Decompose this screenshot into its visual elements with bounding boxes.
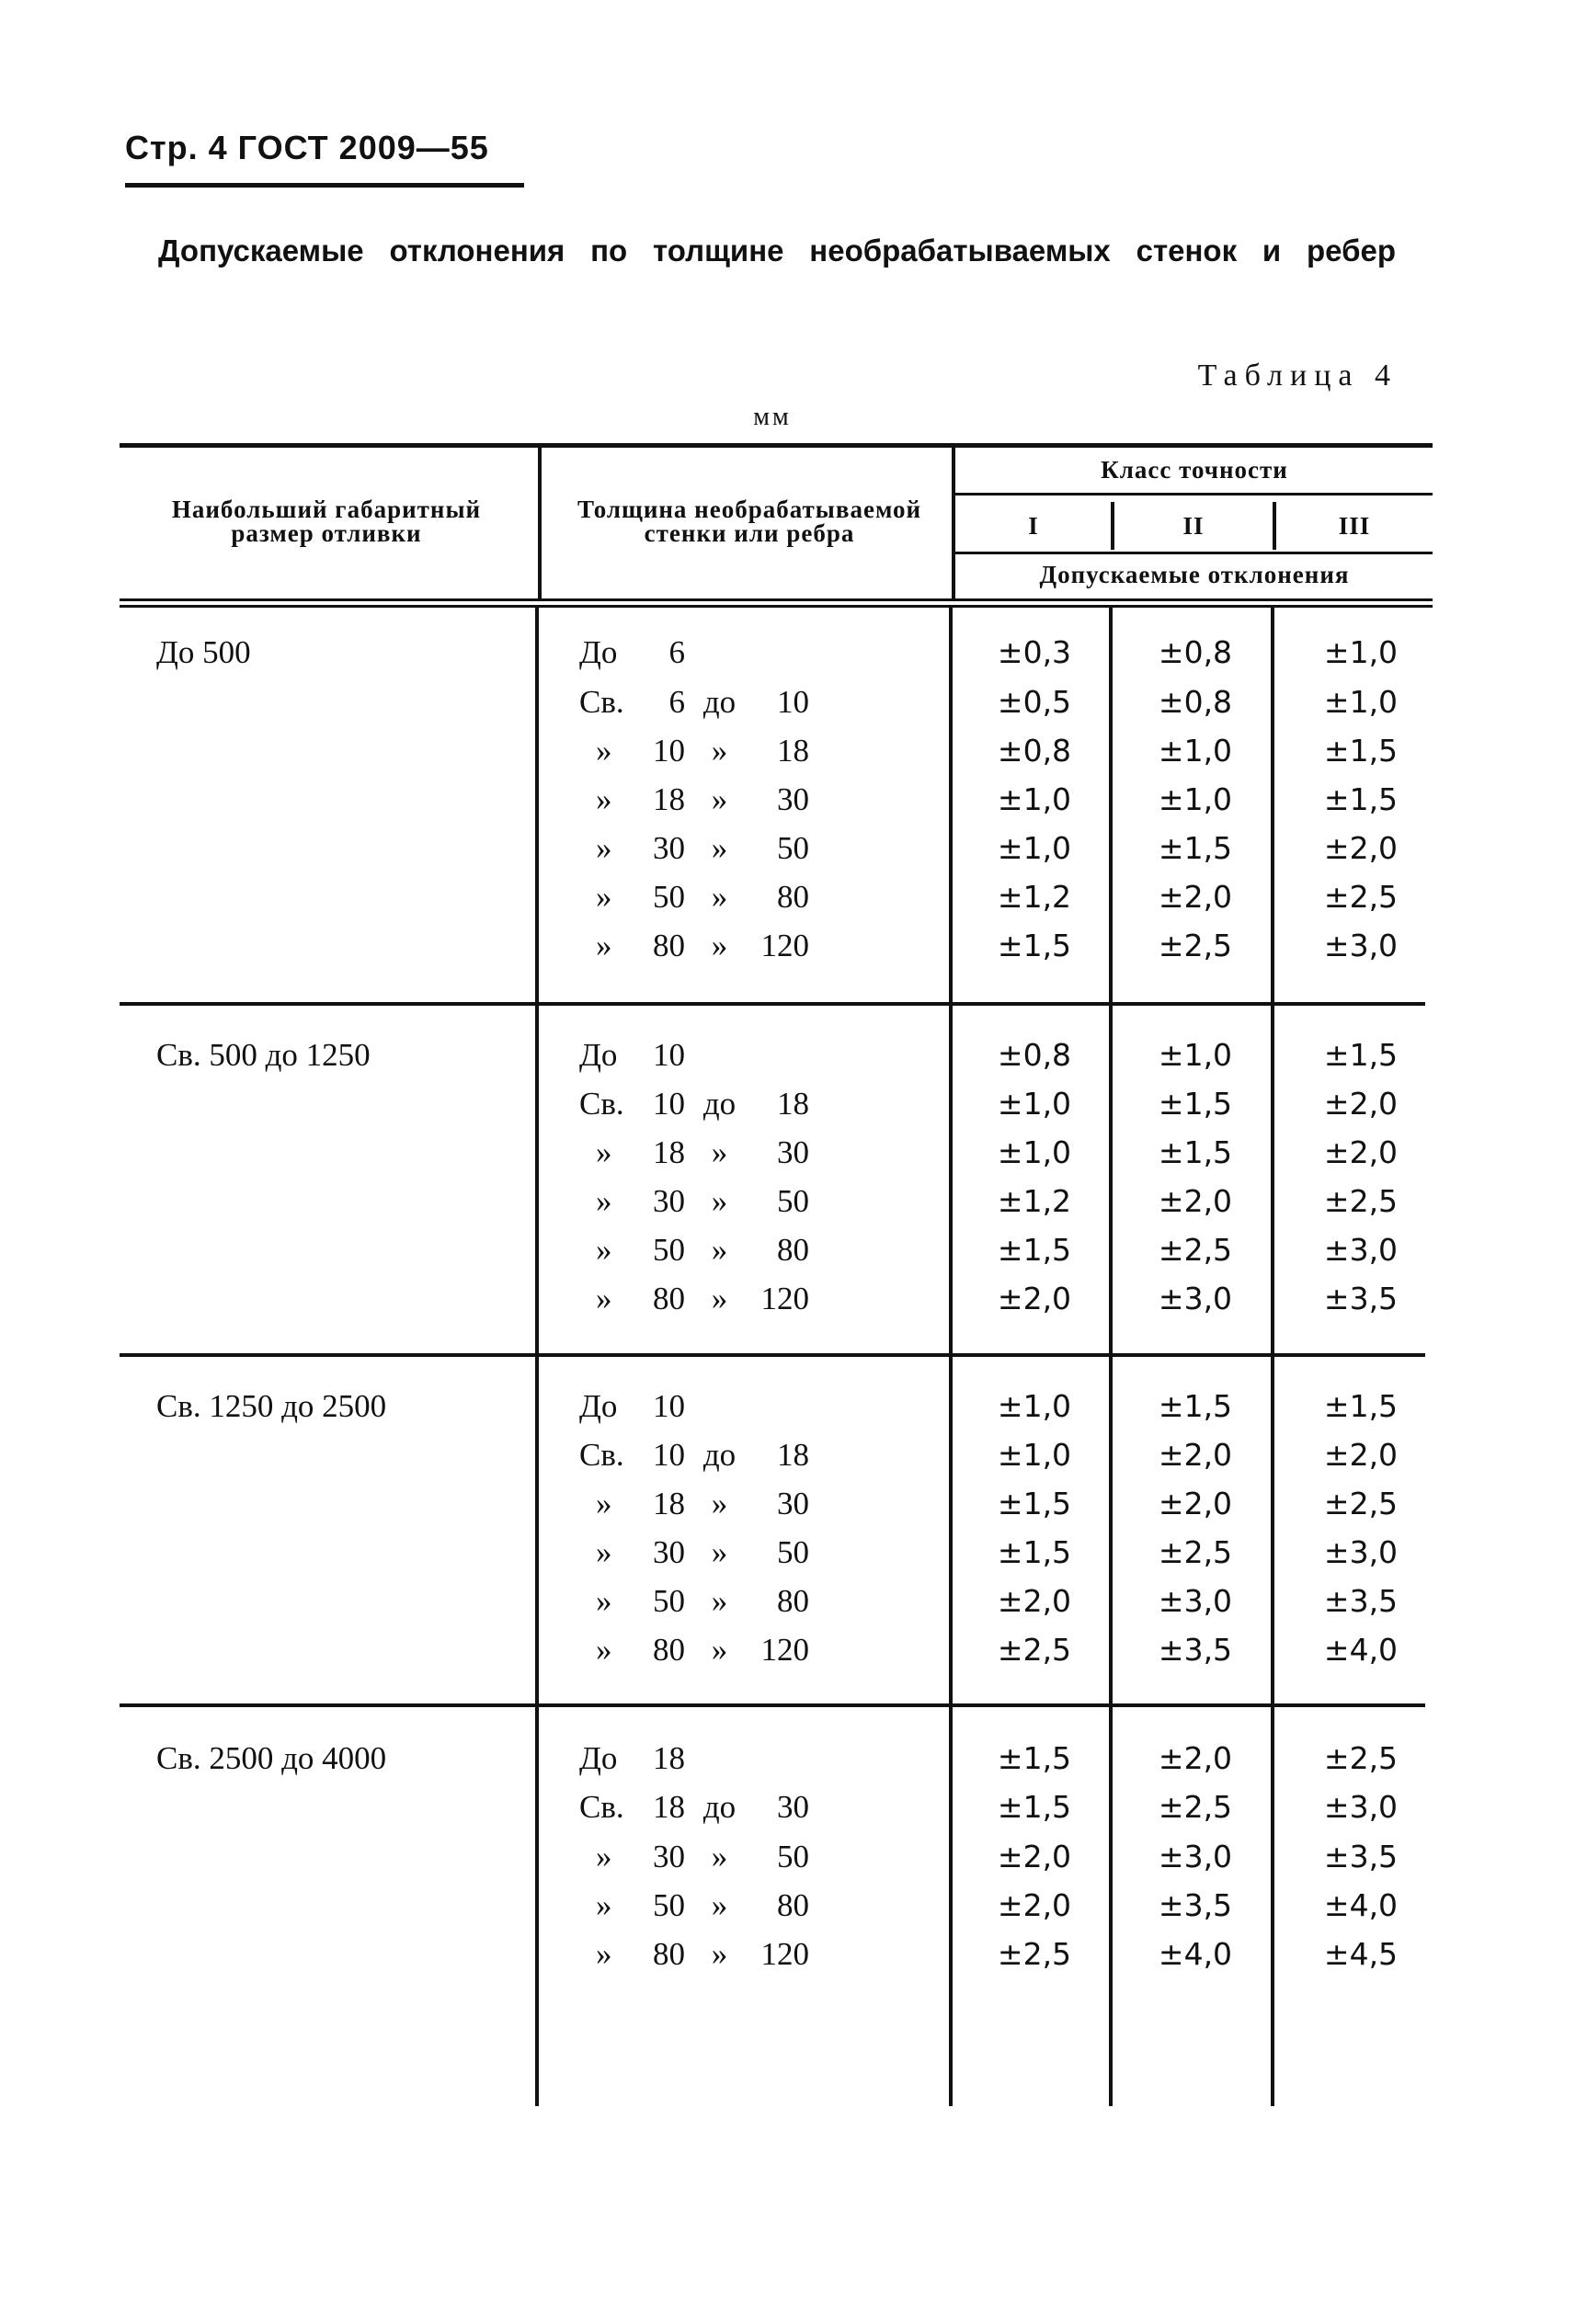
table-row: » 50 » 80 (596, 1887, 809, 1923)
table-row: » 80 » 120 (596, 1936, 809, 1972)
group-size: До 500 (156, 634, 251, 670)
dev-class-iii: ±2,0 (1323, 1134, 1399, 1170)
header-thickness: Толщина необрабатываемой стенки или ребра (577, 496, 922, 547)
dev-class-ii: ±1,0 (1158, 781, 1233, 817)
dev-class-iii: ±3,0 (1323, 1534, 1399, 1570)
dev-class-iii: ±3,5 (1323, 1583, 1399, 1619)
table-row: » 30 » 50 (596, 1534, 809, 1570)
table-row: » 30 » 50 (596, 1183, 809, 1219)
table-row: » 18 » 30 (596, 1134, 809, 1170)
table-top-rule (120, 443, 1433, 448)
table-label: Таблица 4 (1197, 359, 1398, 393)
table-row: » 30 » 50 (596, 830, 809, 866)
group-separator-2 (120, 1353, 1425, 1357)
dev-class-i: ±1,5 (997, 1740, 1072, 1776)
dev-class-iii: ±2,5 (1323, 1183, 1399, 1219)
dev-class-ii: ±2,5 (1158, 928, 1233, 963)
unit-label: мм (753, 403, 792, 431)
dev-class-ii: ±0,8 (1158, 684, 1233, 720)
dev-class-ii: ±2,0 (1158, 1486, 1233, 1521)
header-col-divider-2 (952, 448, 955, 598)
dev-class-i: ±2,5 (997, 1632, 1072, 1668)
dev-class-i: ±0,3 (997, 634, 1072, 670)
table-row: Св. 10 до 18 (579, 1086, 809, 1122)
header-class-iii: III (1338, 512, 1371, 540)
dev-class-i: ±1,5 (997, 1232, 1072, 1268)
dev-class-i: ±1,0 (997, 1437, 1072, 1473)
dev-class-ii: ±1,5 (1158, 1388, 1233, 1424)
table-row: » 18 » 30 (596, 781, 809, 817)
dev-class-i: ±1,5 (997, 1486, 1072, 1521)
header-col-divider-1 (538, 448, 542, 598)
dev-class-iii: ±2,5 (1323, 1486, 1399, 1521)
table-row: » 80 » 120 (596, 1632, 809, 1668)
table-row: » 18 » 30 (596, 1486, 809, 1521)
dev-class-ii: ±2,0 (1158, 879, 1233, 915)
dev-class-ii: ±1,0 (1158, 1037, 1233, 1073)
dev-class-i: ±0,5 (997, 684, 1072, 720)
dev-class-iii: ±1,5 (1323, 733, 1399, 769)
dev-class-ii: ±2,5 (1158, 1789, 1233, 1825)
dev-class-i: ±1,2 (997, 879, 1072, 915)
dev-class-iii: ±1,5 (1323, 1037, 1399, 1073)
header-class-ii: II (1182, 512, 1205, 540)
dev-class-iii: ±3,5 (1323, 1281, 1399, 1316)
page-header: Стр. 4 ГОСТ 2009—55 (125, 129, 489, 166)
table-row: Св. 18 до 30 (579, 1789, 809, 1825)
dev-class-ii: ±3,5 (1158, 1632, 1233, 1668)
dev-class-iii: ±2,0 (1323, 830, 1399, 866)
table-row: Св. 6 до 10 (579, 684, 809, 720)
header-bottom-rule-1 (120, 598, 1433, 601)
dev-class-i: ±1,5 (997, 928, 1072, 963)
dev-class-i: ±2,5 (997, 1936, 1072, 1972)
table-row: До 18 (579, 1740, 685, 1776)
table-row: » 50 » 80 (596, 879, 809, 915)
dev-class-ii: ±4,0 (1158, 1936, 1233, 1972)
dev-class-iii: ±2,0 (1323, 1437, 1399, 1473)
dev-class-i: ±1,0 (997, 1388, 1072, 1424)
dev-class-i: ±2,0 (997, 1839, 1072, 1874)
dev-class-iii: ±3,0 (1323, 1232, 1399, 1268)
table-row: » 80 » 120 (596, 928, 809, 963)
group-size: Св. 500 до 1250 (156, 1037, 371, 1073)
dev-class-ii: ±2,5 (1158, 1534, 1233, 1570)
class-header-rule (954, 493, 1433, 496)
dev-class-i: ±1,0 (997, 1134, 1072, 1170)
dev-class-iii: ±1,0 (1323, 684, 1399, 720)
group-size: Св. 1250 до 2500 (156, 1388, 387, 1424)
dev-class-ii: ±2,0 (1158, 1437, 1233, 1473)
dev-class-iii: ±1,5 (1323, 1388, 1399, 1424)
dev-class-ii: ±1,0 (1158, 733, 1233, 769)
dev-class-ii: ±3,0 (1158, 1281, 1233, 1316)
table-row: До 10 (579, 1388, 685, 1424)
dev-class-i: ±1,5 (997, 1789, 1072, 1825)
table-row: » 30 » 50 (596, 1839, 809, 1874)
dev-class-ii: ±2,5 (1158, 1232, 1233, 1268)
header-deviations: Допускаемые отклонения (1039, 561, 1350, 588)
header-bottom-rule-2 (120, 605, 1433, 608)
dev-class-i: ±0,8 (997, 1037, 1072, 1073)
table-row: Св. 10 до 18 (579, 1437, 809, 1473)
table-row: » 50 » 80 (596, 1583, 809, 1619)
table-row: » 80 » 120 (596, 1281, 809, 1316)
group-separator-1 (120, 1002, 1425, 1006)
dev-class-ii: ±1,5 (1158, 830, 1233, 866)
dev-class-iii: ±3,0 (1323, 1789, 1399, 1825)
table-row: До 6 (579, 634, 685, 670)
dev-class-iii: ±4,0 (1323, 1632, 1399, 1668)
dev-class-iii: ±1,5 (1323, 781, 1399, 817)
table-row: » 50 » 80 (596, 1232, 809, 1268)
dev-class-iii: ±4,0 (1323, 1887, 1399, 1923)
dev-class-ii: ±3,5 (1158, 1887, 1233, 1923)
dev-class-iii: ±2,0 (1323, 1086, 1399, 1122)
dev-class-i: ±1,0 (997, 781, 1072, 817)
dev-class-ii: ±1,5 (1158, 1134, 1233, 1170)
dev-class-iii: ±2,5 (1323, 1740, 1399, 1776)
header-rule (125, 183, 524, 188)
body-col-divider-1 (535, 608, 539, 2106)
dev-class-iii: ±3,5 (1323, 1839, 1399, 1874)
dev-class-i: ±1,2 (997, 1183, 1072, 1219)
header-class-i: I (1028, 512, 1039, 540)
dev-class-ii: ±2,0 (1158, 1183, 1233, 1219)
dev-class-iii: ±4,5 (1323, 1936, 1399, 1972)
header-accuracy-class: Класс точности (1101, 456, 1288, 484)
group-size: Св. 2500 до 4000 (156, 1740, 387, 1776)
dev-class-ii: ±1,5 (1158, 1086, 1233, 1122)
document-title: Допускаемые отклонения по толщине необрабатываемых стенок и ребер (158, 234, 1396, 268)
dev-class-i: ±2,0 (997, 1281, 1072, 1316)
dev-class-ii: ±3,0 (1158, 1583, 1233, 1619)
dev-class-ii: ±0,8 (1158, 634, 1233, 670)
dev-class-iii: ±2,5 (1323, 879, 1399, 915)
table-row: До 10 (579, 1037, 685, 1073)
dev-class-i: ±1,0 (997, 830, 1072, 866)
dev-class-ii: ±2,0 (1158, 1740, 1233, 1776)
dev-class-i: ±0,8 (997, 733, 1072, 769)
dev-class-ii: ±3,0 (1158, 1839, 1233, 1874)
dev-class-iii: ±3,0 (1323, 928, 1399, 963)
deviation-header-rule (954, 552, 1433, 554)
header-size: Наибольший габаритный размер отливки (171, 496, 482, 547)
dev-class-i: ±2,0 (997, 1583, 1072, 1619)
dev-class-iii: ±1,0 (1323, 634, 1399, 670)
dev-class-i: ±1,5 (997, 1534, 1072, 1570)
dev-class-i: ±2,0 (997, 1887, 1072, 1923)
dev-class-i: ±1,0 (997, 1086, 1072, 1122)
table-row: » 10 » 18 (596, 733, 809, 769)
group-separator-3 (120, 1703, 1425, 1707)
